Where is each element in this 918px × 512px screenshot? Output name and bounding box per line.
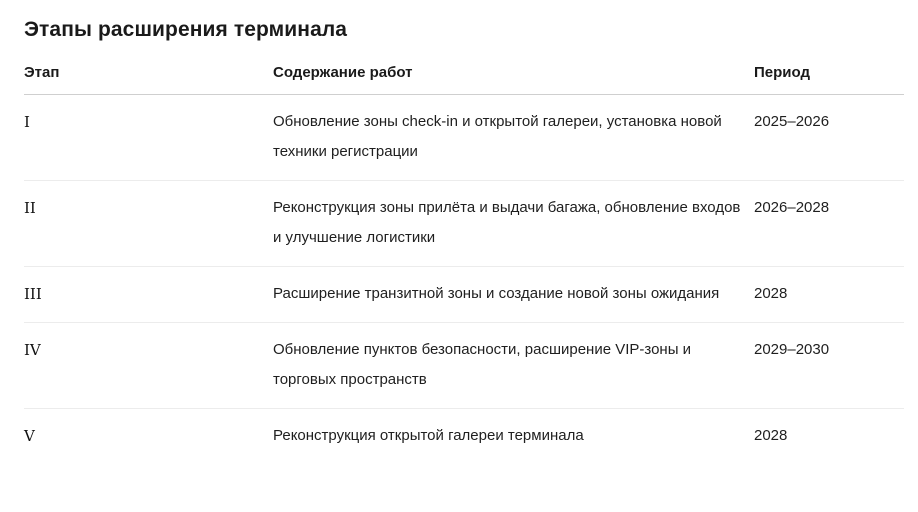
period-cell: 2026–2028 bbox=[754, 181, 904, 267]
work-cell: Обновление зоны check-in и открытой галереи, установка новой техники регистрации bbox=[273, 95, 754, 181]
period-cell: 2025–2026 bbox=[754, 95, 904, 181]
work-cell: Реконструкция открытой галереи терминала bbox=[273, 427, 584, 444]
stage-cell: III bbox=[24, 267, 273, 323]
work-cell: Обновление пунктов безопасности, расширение VIP-зоны и торговых пространств bbox=[273, 323, 754, 409]
table-header bbox=[24, 44, 904, 95]
table-row bbox=[24, 323, 904, 409]
stage-cell: V bbox=[24, 427, 35, 445]
column-header-period: Период bbox=[754, 44, 904, 95]
table-body bbox=[24, 95, 904, 465]
work-cell: Реконструкция зоны прилёта и выдачи багажа, обновление входов и улучшение логистики bbox=[273, 181, 754, 267]
column-header-work: Содержание работ bbox=[273, 44, 754, 95]
page-title: Этапы расширения терминала bbox=[24, 18, 348, 41]
stage-cell: II bbox=[24, 181, 273, 267]
period-cell: 2029–2030 bbox=[754, 323, 904, 409]
table-row bbox=[24, 181, 904, 267]
stages-table bbox=[24, 44, 904, 464]
column-header-stage: Этап bbox=[24, 44, 273, 95]
work-cell: Расширение транзитной зоны и создание новой зоны ожидания bbox=[273, 267, 754, 323]
table-row bbox=[24, 95, 904, 181]
period-cell: 2028 bbox=[754, 267, 904, 323]
period-cell: 2028 bbox=[754, 427, 788, 444]
table-row bbox=[24, 267, 904, 323]
stage-cell: I bbox=[24, 95, 273, 181]
table-header-row bbox=[24, 44, 904, 95]
stage-cell: IV bbox=[24, 323, 273, 409]
table-row bbox=[24, 409, 904, 465]
